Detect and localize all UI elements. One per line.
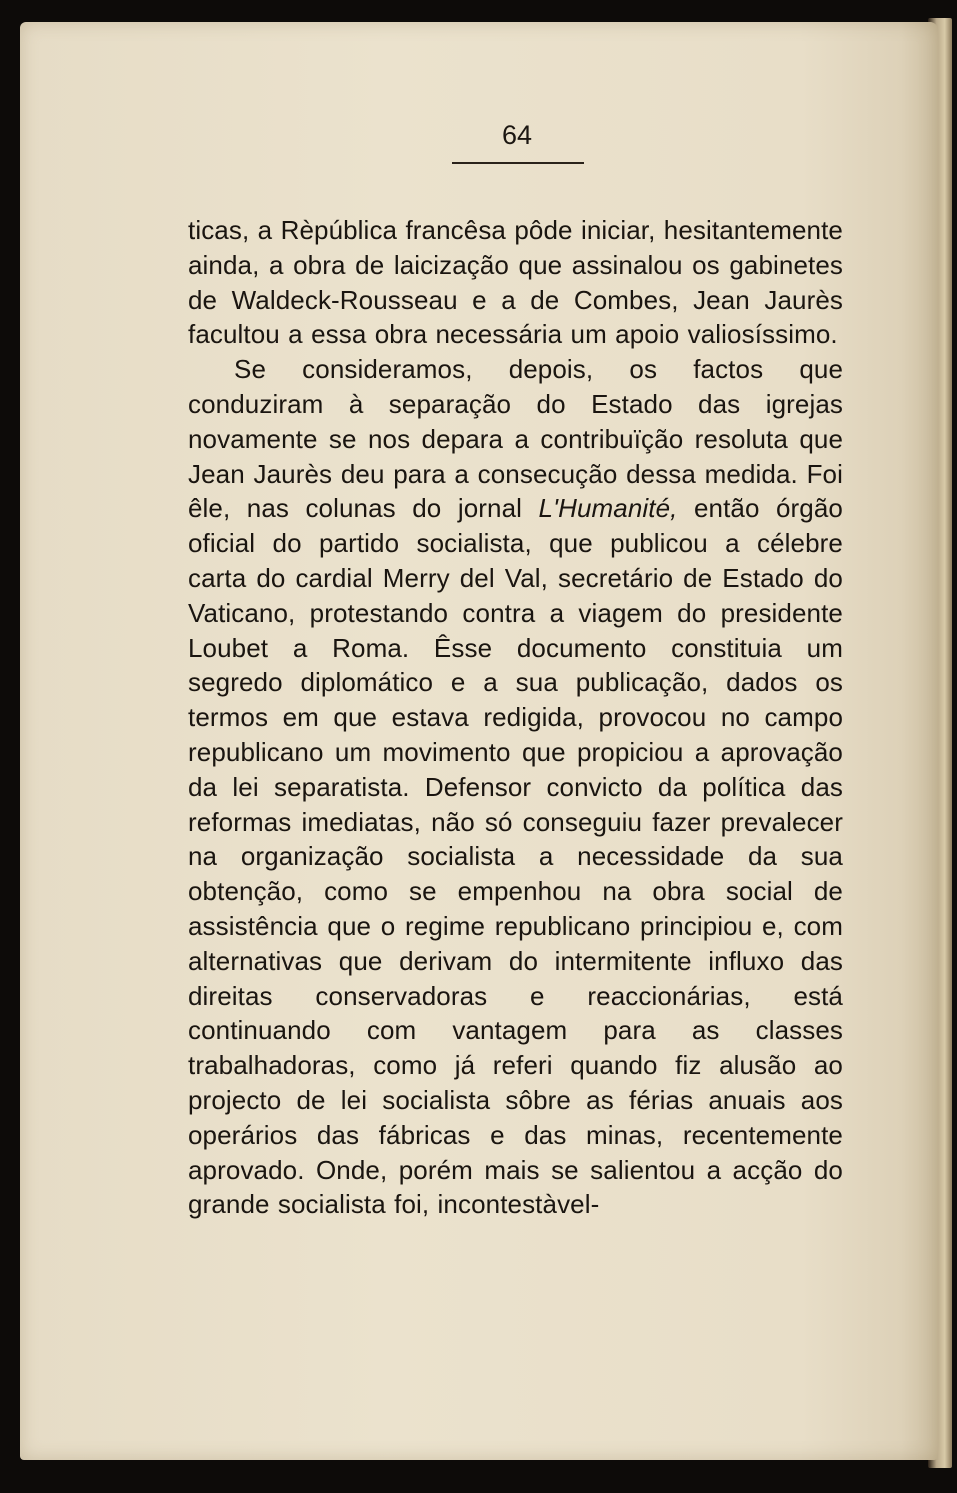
paragraph-2-part-2: então órgão oficial do partido socialista, que publicou a célebre carta do cardial Merry del Val, secretário de Estado do Vaticano, protestando contra a viagem do presidente Loubet a Roma. Êsse documento constituia um segredo diplomático e a sua publicação, dados os termos em que estava redigida, provocou no campo republicano um movimento que propiciou a aprovação da lei separatista. Defensor convicto da política das reformas imediatas, não só conseguiu fazer prevalecer na organização socialista a necessidade da sua obtenção, como se empenhou na obra social de assistência que o regime republicano principiou e, com alternativas que derivam do intermitente influxo das direitas conservadoras e reaccionárias, está continuando com vantagem para as classes trabalhadoras, como já referi quando fiz alusão ao projecto de lei socialista sôbre as férias anuais aos operários das fábricas e das minas, recentemente aprovado. Onde, porém mais se salientou a acção do grande socialista foi, incontestàvel- — [188, 493, 843, 1220]
page-body — [188, 213, 843, 1222]
paragraph-2 — [188, 352, 843, 1222]
paragraph-2-part-1: Se consideramos, depois, os factos que conduziram à separação do Estado das igrejas novamente se nos depara a contribuïção resoluta que Jean Jaurès deu para a consecução dessa medida. Foi êle, nas colunas do jornal — [188, 354, 843, 524]
newspaper-title: L'Humanité, — [538, 493, 678, 524]
page-number: 64 — [501, 120, 533, 150]
header-rule — [452, 162, 584, 164]
paragraph-1: ticas, a Rèpública francêsa pôde iniciar, hesitantemente ainda, a obra de laicização que assinalou os gabinetes de Waldeck-Rousseau e a de Combes, Jean Jaurès facultou a essa obra necessária um apoio valiosíssimo. — [188, 215, 843, 350]
